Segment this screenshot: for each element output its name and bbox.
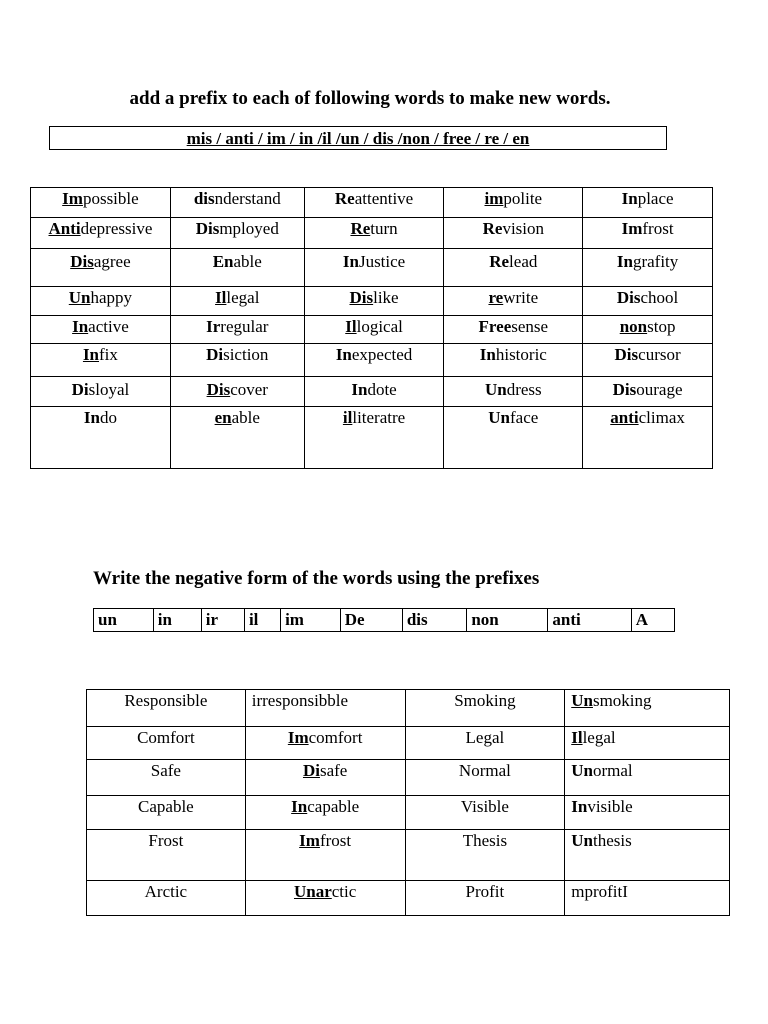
word-cell (444, 407, 583, 469)
negative-word-cell (565, 830, 730, 881)
word-cell (170, 287, 304, 316)
root-text: Responsible (124, 691, 208, 710)
word-cell (583, 287, 713, 316)
negative-word-cell (565, 690, 730, 727)
root-text: possible (82, 189, 139, 208)
root-text: face (510, 408, 539, 427)
prefix-text: Il (215, 288, 227, 307)
root-text: able (233, 252, 262, 271)
prefix-option: anti (548, 609, 631, 632)
root-text: Legal (465, 728, 505, 747)
root-text: write (503, 288, 539, 307)
prefix-text: In (621, 189, 638, 208)
prefix-option: De (340, 609, 402, 632)
word-cell (583, 316, 713, 344)
prefix-text: Dis (195, 219, 220, 238)
root-text: Comfort (137, 728, 195, 747)
word-cell (304, 377, 444, 407)
prefix-text: In (82, 345, 100, 364)
root-text: cursor (638, 345, 681, 364)
root-text: historic (495, 345, 547, 364)
root-text: Capable (138, 797, 194, 816)
word-cell (304, 218, 444, 249)
prefix-text: En (212, 252, 234, 271)
base-word-cell (87, 881, 246, 916)
prefix-text: In (571, 797, 588, 816)
prefix-text: Di (206, 345, 224, 364)
prefix-text: Un (571, 831, 593, 850)
root-text: siction (223, 345, 269, 364)
word-cell (583, 377, 713, 407)
prefix-text: Dis (614, 345, 639, 364)
root-text: safe (319, 761, 348, 780)
prefix-text: Il (571, 728, 583, 747)
negative-word-cell (245, 830, 405, 881)
prefix-text: il (342, 408, 353, 427)
word-cell (31, 377, 171, 407)
word-cell (31, 188, 171, 218)
prefix-text: anti (610, 408, 639, 427)
negative-forms-table (86, 689, 730, 916)
root-text: place (637, 189, 674, 208)
word-cell (583, 188, 713, 218)
root-text: sloyal (88, 380, 130, 399)
word-cell (444, 287, 583, 316)
word-cell (304, 407, 444, 469)
prefix-text: Im (621, 219, 643, 238)
root-text: attentive (354, 189, 414, 208)
root-text: ctic (331, 882, 357, 901)
root-text: dress (506, 380, 542, 399)
table-row (87, 881, 730, 916)
base-word-cell (405, 760, 565, 796)
negative-word-cell (565, 796, 730, 830)
base-word-cell (405, 796, 565, 830)
base-word-cell (405, 881, 565, 916)
negative-word-cell (245, 727, 405, 760)
prefix-option: il (244, 609, 280, 632)
negative-word-cell (565, 760, 730, 796)
prefix-text: im (484, 189, 504, 208)
word-cell (583, 407, 713, 469)
table-row (31, 344, 713, 377)
word-cell (304, 316, 444, 344)
base-word-cell (405, 690, 565, 727)
prefix-text: Im (62, 189, 83, 208)
root-text: cover (230, 380, 268, 399)
section1-instruction: add a prefix to each of following words to make new words. (129, 88, 611, 109)
prefix-text: Re (482, 219, 503, 238)
base-word-cell (405, 830, 565, 881)
word-cell (170, 249, 304, 287)
prefix-text: Di (71, 380, 89, 399)
table-row (87, 760, 730, 796)
word-cell (444, 344, 583, 377)
root-text: frost (319, 831, 352, 850)
table-row (31, 218, 713, 249)
word-cell (31, 316, 171, 344)
prefix-text: Ir (206, 317, 221, 336)
word-cell (444, 377, 583, 407)
root-text: depressive (80, 219, 153, 238)
word-cell (444, 188, 583, 218)
prefix-text: In (83, 408, 100, 427)
word-cell (444, 218, 583, 249)
negative-word-cell (245, 760, 405, 796)
prefix-text: Anti (48, 219, 81, 238)
base-word-cell (87, 830, 246, 881)
prefix-text: Im (299, 831, 320, 850)
root-text: mprofitI (571, 882, 628, 901)
root-text: agree (93, 252, 131, 271)
root-text: nderstand (214, 189, 281, 208)
word-cell (444, 249, 583, 287)
prefix-text: Dis (70, 252, 94, 271)
prefix-text: re (488, 288, 504, 307)
root-text: Thesis (462, 831, 508, 850)
prefix-text: Re (489, 252, 510, 271)
root-text: thesis (592, 831, 632, 850)
prefix-text: In (479, 345, 496, 364)
prefix-text: Di (302, 761, 320, 780)
negative-prefix-list (93, 608, 675, 632)
prefix-text: Dis (612, 380, 637, 399)
prefix-option: un (94, 609, 154, 632)
root-text: stop (647, 317, 676, 336)
table-row (87, 796, 730, 830)
word-cell (583, 218, 713, 249)
root-text: Visible (460, 797, 509, 816)
table-row (31, 287, 713, 316)
root-text: irresponsibble (251, 691, 349, 710)
root-text: grafity (632, 252, 679, 271)
prefix-text: Un (571, 691, 593, 710)
word-cell (583, 344, 713, 377)
root-text: Frost (148, 831, 184, 850)
root-text: lead (509, 252, 538, 271)
root-text: able (231, 408, 260, 427)
root-text: legal (226, 288, 260, 307)
root-text: logical (356, 317, 403, 336)
word-cell (170, 344, 304, 377)
root-text: capable (307, 797, 360, 816)
negative-word-cell (245, 796, 405, 830)
prefix-text: Free (478, 317, 512, 336)
word-cell (31, 287, 171, 316)
word-cell (304, 249, 444, 287)
word-cell (583, 249, 713, 287)
root-text: sense (511, 317, 549, 336)
root-text: Smoking (454, 691, 516, 710)
word-cell (304, 344, 444, 377)
word-cell (304, 287, 444, 316)
root-text: mployed (219, 219, 279, 238)
prefix-text: In (335, 345, 352, 364)
prefix-option: dis (402, 609, 466, 632)
root-text: happy (90, 288, 133, 307)
word-cell (170, 377, 304, 407)
prefix-text: Il (345, 317, 357, 336)
word-cell (170, 218, 304, 249)
prefix-text: non (619, 317, 648, 336)
table-row (31, 377, 713, 407)
root-text: ormal (592, 761, 633, 780)
prefix-text: Dis (206, 380, 231, 399)
prefix-option: in (153, 609, 201, 632)
root-text: climax (638, 408, 685, 427)
table-row (31, 316, 713, 344)
prefix-text: Un (488, 408, 511, 427)
root-text: turn (370, 219, 398, 238)
table-row (31, 407, 713, 469)
prefix-option: A (631, 609, 674, 632)
root-text: chool (640, 288, 679, 307)
prefix-option: non (467, 609, 548, 632)
prefix-text: Unar (293, 882, 332, 901)
root-text: visible (587, 797, 633, 816)
word-cell (31, 407, 171, 469)
negative-word-cell (565, 881, 730, 916)
root-text: like (373, 288, 399, 307)
prefix-text: Un (571, 761, 593, 780)
table-row (87, 830, 730, 881)
prefix-option: ir (201, 609, 244, 632)
root-text: ourage (636, 380, 683, 399)
prefix-text: Un (484, 380, 507, 399)
word-cell (170, 407, 304, 469)
root-text: frost (642, 219, 674, 238)
section2-instruction: Write the negative form of the words using the prefixes (93, 568, 540, 589)
negative-word-cell (565, 727, 730, 760)
word-cell (170, 316, 304, 344)
root-text: literatre (352, 408, 406, 427)
root-text: active (88, 317, 129, 336)
root-text: polite (503, 189, 543, 208)
prefix-text: dis (193, 189, 215, 208)
root-text: comfort (308, 728, 363, 747)
root-text: Justice (358, 252, 406, 271)
prefix-text: en (214, 408, 232, 427)
word-cell (170, 188, 304, 218)
root-text: expected (351, 345, 413, 364)
prefix-text: Re (350, 219, 371, 238)
prefix-text: Im (287, 728, 309, 747)
root-text: Normal (458, 761, 511, 780)
prefix-text: Dis (616, 288, 641, 307)
base-word-cell (87, 760, 246, 796)
negative-word-cell (245, 881, 405, 916)
table-row (87, 727, 730, 760)
prefix-text: In (616, 252, 633, 271)
root-text: fix (99, 345, 118, 364)
root-text: do (99, 408, 117, 427)
table-row (87, 690, 730, 727)
prefix-text: Dis (349, 288, 374, 307)
table-row (31, 188, 713, 218)
prefix-text: In (291, 797, 308, 816)
base-word-cell (405, 727, 565, 760)
prefix-list-box: mis / anti / im / in /il /un / dis /non / free / re / en (49, 126, 667, 150)
word-cell (444, 316, 583, 344)
root-text: regular (220, 317, 269, 336)
base-word-cell (87, 690, 246, 727)
root-text: dote (367, 380, 397, 399)
root-text: Profit (465, 882, 505, 901)
root-text: Safe (150, 761, 181, 780)
word-cell (304, 188, 444, 218)
prefix-text: Un (68, 288, 91, 307)
prefix-option: im (281, 609, 341, 632)
prefix-text: In (351, 380, 368, 399)
table-row (31, 249, 713, 287)
root-text: smoking (592, 691, 652, 710)
base-word-cell (87, 796, 246, 830)
prefix-text: Re (334, 189, 355, 208)
negative-word-cell (245, 690, 405, 727)
prefix-words-table (30, 187, 713, 469)
root-text: Arctic (144, 882, 188, 901)
prefix-text: In (342, 252, 359, 271)
word-cell (31, 218, 171, 249)
root-text: legal (582, 728, 616, 747)
word-cell (31, 344, 171, 377)
word-cell (31, 249, 171, 287)
prefix-text: In (72, 317, 89, 336)
root-text: vision (502, 219, 544, 238)
base-word-cell (87, 727, 246, 760)
